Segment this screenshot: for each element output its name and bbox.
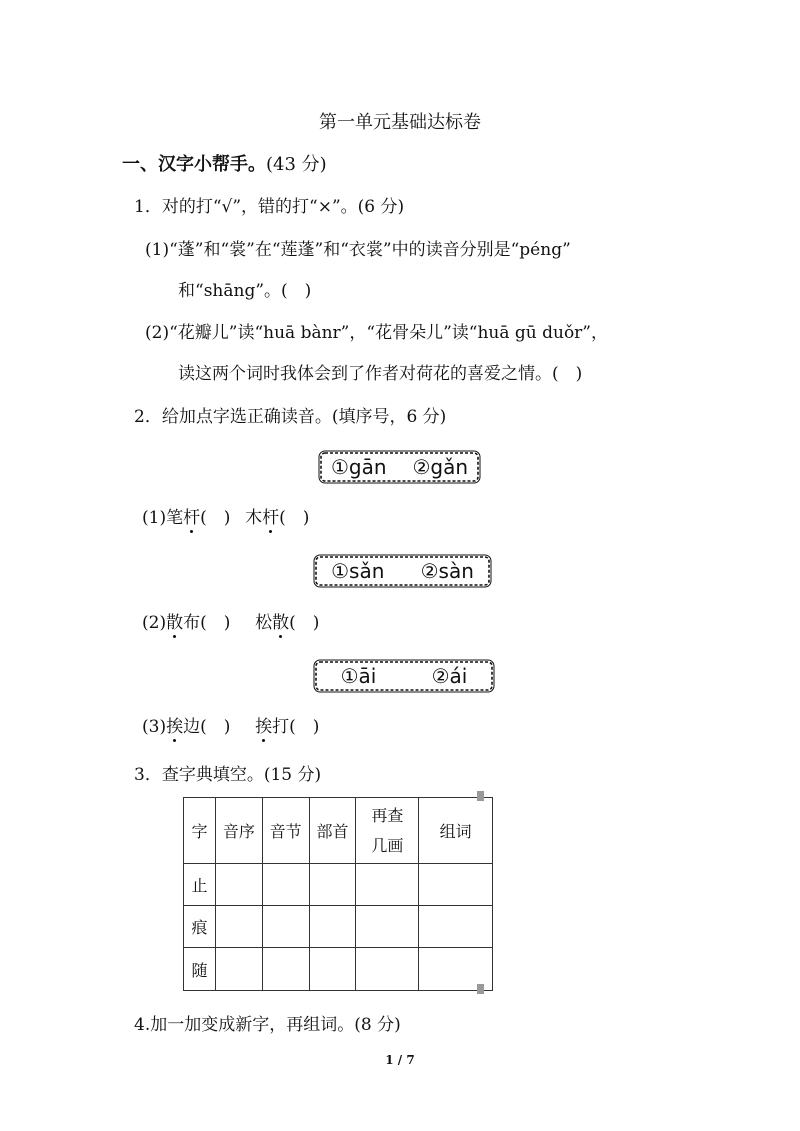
table-header: 字 xyxy=(184,798,216,864)
table-header: 组词 xyxy=(419,798,493,864)
dotted-char: 散 xyxy=(272,608,289,633)
answer-cell[interactable] xyxy=(309,948,356,991)
pinyin-option-1: ①gān xyxy=(330,455,387,479)
answer-cell[interactable] xyxy=(356,906,419,948)
table-row xyxy=(184,906,493,948)
table-resize-handle-top[interactable] xyxy=(477,791,484,801)
answer-cell[interactable] xyxy=(262,906,309,948)
answer-cell[interactable] xyxy=(419,906,493,948)
question-2-item-3: (3)挨边( ) 挨打( ) xyxy=(142,712,319,737)
section-score: (43 分) xyxy=(266,154,327,175)
pinyin-options-box xyxy=(318,450,481,484)
question-2-item-1: (1)笔杆( ) 木杆( ) xyxy=(142,503,309,528)
answer-cell[interactable] xyxy=(309,864,356,906)
table-cell-char: 痕 xyxy=(184,906,216,948)
pinyin-options-box xyxy=(313,554,492,588)
table-header: 音节 xyxy=(262,798,309,864)
dotted-char: 挨 xyxy=(255,712,272,737)
table-row xyxy=(184,864,493,906)
question-1-title: 1．对的打“√”，错的打“×”。(6 分) xyxy=(134,197,405,217)
answer-cell[interactable] xyxy=(356,948,419,991)
question-1-item-1: (1)“蓬”和“裳”在“莲蓬”和“衣裳”中的读音分别是“péng” xyxy=(145,240,571,260)
question-2-title: 2．给加点字选正确读音。(填序号，6 分) xyxy=(134,407,447,427)
table-cell-char: 止 xyxy=(184,864,216,906)
pinyin-option-1: ①sǎn xyxy=(331,559,385,583)
answer-cell[interactable] xyxy=(262,864,309,906)
answer-cell[interactable] xyxy=(215,948,262,991)
table-header: 再查 几画 xyxy=(356,798,419,864)
dotted-char: 挨 xyxy=(166,712,183,737)
pinyin-option-1: ①āi xyxy=(340,664,377,688)
section-heading xyxy=(122,150,327,176)
table-header: 部首 xyxy=(309,798,356,864)
question-4-title: 4.加一加变成新字，再组词。(8 分) xyxy=(134,1015,401,1035)
answer-cell[interactable] xyxy=(356,864,419,906)
pinyin-options-box xyxy=(313,659,495,693)
question-1-item-2: (2)“花瓣儿”读“huā bànr”，“花骨朵儿”读“huā gū duǒr”， xyxy=(145,323,609,343)
answer-cell[interactable] xyxy=(309,906,356,948)
question-2-item-2: (2)散布( ) 松散( ) xyxy=(142,608,319,633)
answer-cell[interactable] xyxy=(262,948,309,991)
question-1-item-1-cont: 和“shāng”。( ) xyxy=(178,281,312,301)
answer-cell[interactable] xyxy=(419,864,493,906)
question-1-item-2-cont: 读这两个词时我体会到了作者对荷花的喜爱之情。( ) xyxy=(178,364,583,384)
answer-cell[interactable] xyxy=(215,906,262,948)
page-number: 1 / 7 xyxy=(385,1053,415,1067)
table-row xyxy=(184,948,493,991)
table-header: 音序 xyxy=(215,798,262,864)
dotted-char: 散 xyxy=(166,608,183,633)
pinyin-option-2: ②ái xyxy=(431,664,468,688)
table-resize-handle-bottom[interactable] xyxy=(477,984,484,994)
dictionary-table xyxy=(183,797,493,991)
table-cell-char: 随 xyxy=(184,948,216,991)
dotted-char: 杆 xyxy=(183,503,200,528)
pinyin-option-2: ②gǎn xyxy=(412,455,469,479)
section-label: 一、汉字小帮手。 xyxy=(122,154,266,175)
answer-cell[interactable] xyxy=(215,864,262,906)
table-header-row xyxy=(184,798,493,864)
dotted-char: 杆 xyxy=(262,503,279,528)
pinyin-option-2: ②sàn xyxy=(420,559,474,583)
question-3-title: 3．查字典填空。(15 分) xyxy=(134,765,322,785)
page-title: 第一单元基础达标卷 xyxy=(319,112,481,133)
